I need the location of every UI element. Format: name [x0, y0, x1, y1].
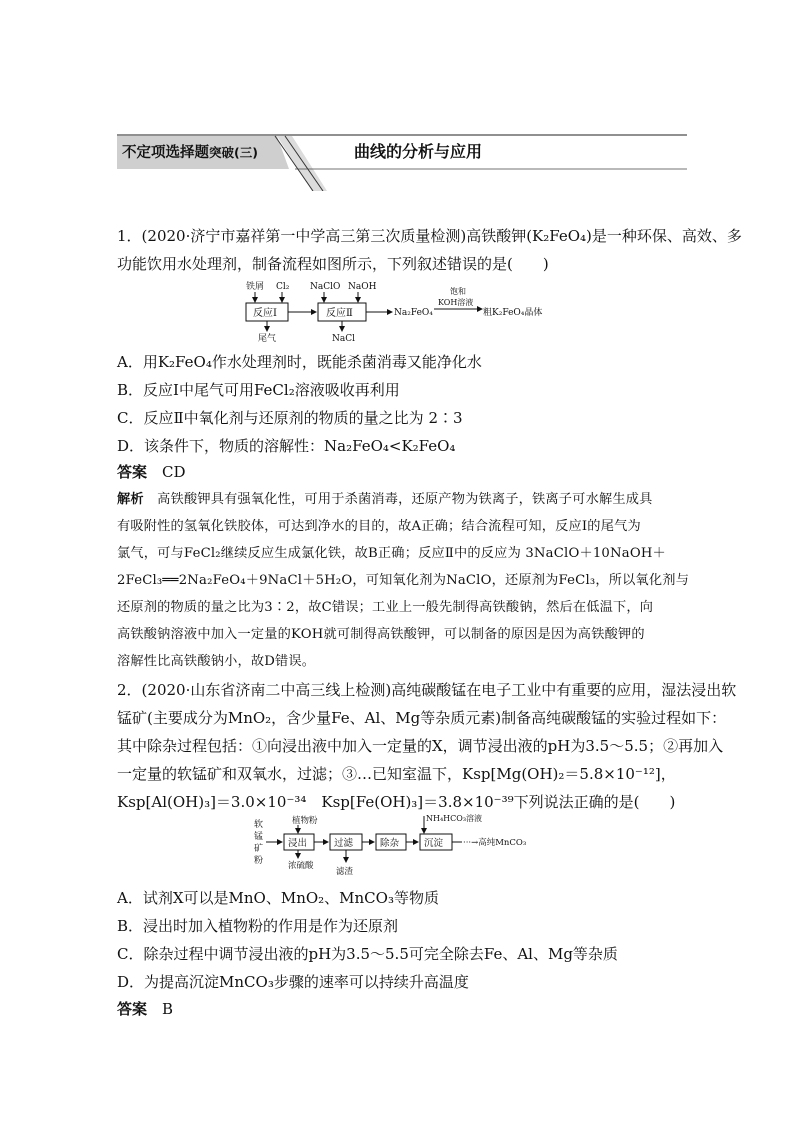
q2-answer-value: B	[162, 1000, 174, 1018]
q2-answer-label: 答案	[117, 1000, 148, 1018]
q1-option-c: C．反应Ⅱ中氧化剂与还原剂的物质的量之比为 2∶3	[117, 409, 463, 427]
section-title: 曲线的分析与应用	[354, 142, 483, 161]
q1-box-reaction1: 反应Ⅰ	[253, 308, 277, 319]
q2-stem-line1: 2．(2020·山东省济南二中高三线上检测)高纯碳酸锰在电子工业中有重要的应用，湿法浸出软	[117, 681, 737, 699]
q1-option-b: B．反应Ⅰ中尾气可用FeCl₂溶液吸收再利用	[117, 381, 400, 399]
q2-flow-diagram	[248, 812, 548, 880]
q1-explanation-text: 高铁酸钾具有强氧化性，可用于杀菌消毒，还原产物为铁离子，铁离子可水解生成具	[157, 492, 653, 507]
q2-box-purify: 除杂	[380, 838, 400, 849]
q2-answer	[117, 995, 173, 1023]
q1-output-nacl: NaCl	[332, 334, 356, 344]
q2-box-leach: 浸出	[288, 838, 308, 849]
q1-answer	[117, 458, 186, 486]
q1-explanation-line1	[117, 486, 653, 513]
q2-top-nh4hco3: NH₄HCO₃溶液	[426, 814, 483, 823]
q2-stem-line2: 锰矿(主要成分为MnO₂，含少量Fe、Al、Mg等杂质元素)制备高纯碳酸锰的实验过程如下：	[117, 709, 727, 727]
q2-ore-char4: 粉	[254, 856, 264, 866]
q2-stem-line3: 其中除杂过程包括：①向浸出液中加入一定量的X，调节浸出液的pH为3.5～5.5；②再加入	[117, 737, 724, 755]
q1-intermediate: Na₂FeO₄	[394, 308, 433, 318]
q2-box-filter: 过滤	[334, 838, 354, 849]
q1-explanation-line5: 还原剂的物质的量之比为3∶2，故C错误；工业上一般先制得高铁酸钠，然后在低温下，向	[117, 600, 654, 615]
q1-explanation-label: 解析	[117, 492, 144, 507]
q2-stem-line4: 一定量的软锰矿和双氧水，过滤；③…已知室温下，Ksp[Mg(OH)₂＝5.8×10⁻¹²]，	[117, 765, 676, 783]
q2-ore-char3: 矿	[254, 844, 264, 854]
q2-stem-line5: Ksp[Al(OH)₃]＝3.0×10⁻³⁴ Ksp[Fe(OH)₃]＝3.8×10⁻³⁹下列说法正确的是( )	[117, 793, 676, 811]
q1-explanation-line7: 溶解性比高铁酸钠小，故D错误。	[117, 654, 316, 669]
q1-answer-value: CD	[162, 463, 186, 481]
q2-tail: ···→高纯MnCO₃	[463, 838, 527, 848]
q1-output-tailgas: 尾气	[258, 334, 277, 344]
q2-option-c: C．除杂过程中调节浸出液的pH为3.5～5.5可完全除去Fe、Al、Mg等杂质	[117, 945, 618, 963]
q1-stem-line2: 功能饮用水处理剂，制备流程如图所示，下列叙述错误的是( )	[117, 255, 549, 273]
q1-product: 粗K₂FeO₄晶体	[483, 308, 543, 318]
q1-stem-line1: 1．(2020·济宁市嘉祥第一中学高三第三次质量检测)高铁酸钾(K₂FeO₄)是一种环保、高效、多	[117, 227, 742, 245]
q1-explanation-line3: 氯气，可与FeCl₂继续反应生成氯化铁，故B正确；反应Ⅱ中的反应为 3NaClO＋10NaOH＋	[117, 546, 666, 561]
q1-input-naoh: NaOH	[348, 282, 377, 292]
section-banner	[117, 133, 687, 191]
q1-explanation-line4: 2FeCl₃══2Na₂FeO₄＋9NaCl＋5H₂O，可知氧化剂为NaClO，还原剂为FeCl₃，所以氧化剂与	[117, 573, 690, 588]
q2-option-b: B．浸出时加入植物粉的作用是作为还原剂	[117, 917, 399, 935]
q1-box-reaction2: 反应Ⅱ	[326, 308, 353, 319]
section-tag-main: 不定项选择题	[122, 145, 209, 161]
q2-ore-char1: 软	[254, 820, 264, 830]
q2-bottom-residue: 滤渣	[336, 867, 354, 877]
q1-input-cl2: Cl₂	[276, 282, 290, 292]
q1-explanation-line2: 有吸附性的氢氧化铁胶体，可达到净水的目的，故A正确；结合流程可知，反应Ⅰ的尾气为	[117, 519, 641, 534]
q1-condition-2: KOH溶液	[438, 298, 474, 307]
q1-answer-label: 答案	[117, 463, 148, 481]
q2-box-precipitate: 沉淀	[424, 838, 444, 849]
q1-flow-diagram	[240, 278, 560, 346]
q2-bottom-acid: 浓硫酸	[288, 861, 314, 871]
q2-option-d: D．为提高沉淀MnCO₃步骤的速率可以持续升高温度	[117, 973, 469, 991]
q2-option-a: A．试剂X可以是MnO、MnO₂、MnCO₃等物质	[117, 889, 439, 907]
q1-condition-1: 饱和	[450, 287, 466, 296]
q1-option-a: A．用K₂FeO₄作水处理剂时，既能杀菌消毒又能净化水	[117, 353, 482, 371]
q2-top-plantpowder: 植物粉	[292, 816, 318, 826]
section-tag-sub: 突破(三)	[209, 145, 258, 160]
q1-input-iron: 铁屑	[246, 282, 265, 292]
section-tag	[122, 141, 258, 162]
q1-explanation-line6: 高铁酸钠溶液中加入一定量的KOH就可制得高铁酸钾，可以制备的原因是因为高铁酸钾的	[117, 627, 645, 642]
q1-option-d: D．该条件下，物质的溶解性：Na₂FeO₄<K₂FeO₄	[117, 437, 456, 455]
q1-input-naclo: NaClO	[310, 282, 341, 292]
q2-ore-char2: 锰	[254, 832, 264, 842]
